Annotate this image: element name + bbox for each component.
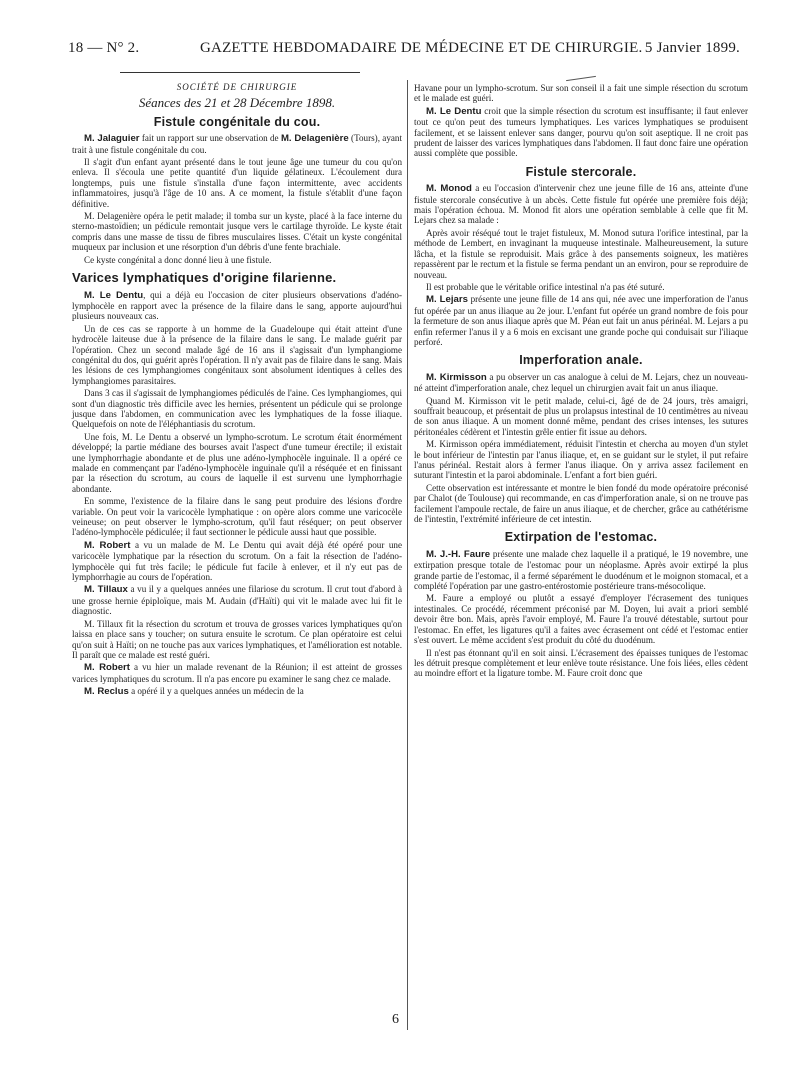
- section-title-extirpation: Extirpation de l'estomac.: [504, 530, 658, 545]
- column-divider: [407, 80, 408, 1030]
- speaker-name: M. Jalaguier: [84, 133, 140, 145]
- speaker-name: M. J.-H. Faure: [426, 548, 491, 560]
- speaker-name: M. Le Dentu: [84, 289, 144, 301]
- paragraph: Havane pour un lympho-scrotum. Sur son conseil il a fait une simple résection du scrotum et le malade est guéri.: [414, 83, 748, 104]
- section-title-fistule-stercorale: Fistule stercorale.: [525, 164, 637, 179]
- paragraph: Il s'agit d'un enfant ayant présenté dans le tout jeune âge une tumeur du cou qu'on enleva. Il s'écoula une petite quantité d'un liquide gélatineux. L'écoulement dura longtemps, puis une fistule s'installa d'une façon intermittente, avec accidents inflammatoires, jusqu'à l'âge de 10 ans. A ce moment, la fistule s'établit d'une façon définitive.: [72, 157, 402, 209]
- speaker-name: M. Robert: [84, 662, 130, 674]
- running-header: [68, 40, 740, 62]
- right-column: [414, 78, 748, 681]
- speaker-name: M. Delagenière: [280, 133, 349, 145]
- paragraph: Quand M. Kirmisson vit le petit malade, celui-ci, âgé de de 24 jours, très amaigri, souffrait beaucoup, et présentait de plus un prolapsus intestinal de 10 centimètres au niveau de son anus iliaque. A un moment donné même, pendant des crises intenses, les sutures péritonéales cédèrent et l'intestin grêle entier fit issue au dehors.: [414, 395, 748, 437]
- speaker-name: M. Lejars: [426, 294, 468, 306]
- paragraph: Il n'est pas étonnant qu'il en soit ainsi. L'écrasement des épaisses tuniques de l'estomac les détruit presque complètement et leur enlève toute résistance. Une fois liées, elles cèdent au moindre effort et la ligature tombe. M. Faure croit donc que: [414, 647, 748, 679]
- paragraph: M. Le Dentu, qui a déjà eu l'occasion de citer plusieurs observations d'adéno-lymphocèle en rapport avec la présence de la filaire dans le sang, apporte aujourd'hui plusieurs nouveaux cas.: [72, 289, 402, 322]
- paragraph: Après avoir réséqué tout le trajet fistuleux, M. Monod sutura l'orifice intestinal, par la méthode de Lembert, en invaginant la muqueuse intestinale. Malheureusement, la suture lâcha, et la fistule se reproduisit. Mais grâce à des pansements soigneux, les matières repassèrent par le rectum et la fistule se ferma pendant un an environ, pour se reproduire de nouveau.: [414, 227, 748, 280]
- paragraph: M. Le Dentu croit que la simple résection du scrotum est insuffisante; il faut enlever tout ce qu'on peut des tumeurs lymphatiques. Les varices lymphatiques se produisent facilement, et se laissent enlever sans danger, pourvu qu'on soit aseptique. Il ne croit pas prudent de laisser des varices lymphatiques dans l'abdomen. Il faut donc faire une opération aussi complète que possible.: [414, 105, 748, 159]
- issue-date: 5 Janvier 1899.: [644, 40, 740, 56]
- speaker-name: M. Reclus: [84, 686, 129, 698]
- paragraph: M. Jalaguier fait un rapport sur une observation de M. Delagenière (Tours), ayant trait à une fistule congénitale du cou.: [72, 133, 402, 155]
- paragraph: M. Tillaux a vu il y a quelques années une filariose du scrotum. Il crut tout d'abord à une grosse hernie épiploïque, mais M. Audain (d'Haïti) qui vit le malade avec lui fit le diagnostic.: [72, 584, 402, 617]
- speaker-name: M. Monod: [426, 183, 472, 195]
- header-rule: [120, 72, 360, 73]
- paragraph: En somme, l'existence de la filaire dans le sang peut produire des lésions d'ordre variable. On peut voir la varicocèle lymphatique : on opère alors comme une varicocèle veineuse; on peut observer le lympho-scrotum, qu'il faut réséquer; on peut observer l'adéno-lymphocèle pédiculée; il faut sectionner le pédicule aussi haut que possible.: [72, 496, 402, 538]
- paragraph: Il est probable que le véritable orifice intestinal n'a pas été suturé.: [426, 281, 665, 292]
- paragraph: Cette observation est intéressante et montre le bien fondé du mode opératoire préconisé par Chalot (de Toulouse) qui recommande, en cas d'imperforation anale, si on ne trouve pas facilement l'ampoule rectale, de faire un anus iliaque, et de chercher, grâce au cathétérisme de l'intestin, l'extrémité inférieure de cet intestin.: [414, 482, 748, 525]
- paragraph: M. Kirmisson a pu observer un cas analogue à celui de M. Lejars, chez un nouveau-né atteint d'imperforation anale, chez lequel un chirurgien avait fait un anus iliaque.: [414, 371, 748, 394]
- speaker-name: M. Tillaux: [84, 584, 128, 596]
- sessions-subheading: Séances des 21 et 28 Décembre 1898.: [138, 95, 336, 111]
- speaker-name: M. Kirmisson: [426, 371, 487, 383]
- folio-number: 6: [392, 1012, 399, 1027]
- paragraph: M. Tillaux fit la résection du scrotum et trouva de grosses varices lymphatiques qu'on laissa en place sans y toucher; on sutura ensuite le scrotum. Ce plan opératoire est celui qu'on suit à Haïti; on ne touche pas aux varices lymphatiques, et l'amélioration est notable. Il paraît que ce malade est resté guéri.: [72, 618, 402, 660]
- paragraph: Une fois, M. Le Dentu a observé un lympho-scrotum. Le scrotum était énormément développé; la partie médiane des bourses avait l'aspect d'une tumeur érectile; il existait une lymphorrhagie abondante et de plus une adéno-lymphocèle inguinale. Il a opéré ce malade en commençant par l'adéno-lymphocèle inguinale qu'il a réséquée et en finissant par la résection du scrotum, au cours de laquelle il est survenu une lymphorrhagie abondante.: [72, 431, 402, 494]
- paragraph: M. Robert a vu hier un malade revenant de la Réunion; il est atteint de grosses varices lymphatiques du scrotum. Il n'a pas encore pu examiner le sang chez ce malade.: [72, 662, 402, 684]
- society-heading: SOCIÉTÉ DE CHIRURGIE: [176, 82, 298, 92]
- paragraph: M. Faure a employé ou plutôt a essayé d'employer l'écrasement des tuniques intestinales. Ce procédé, récemment préconisé par M. Doyen, lui avait a priori semblé devoir être bon. Mais, après l'avoir employé, M. Faure l'a trouvé détestable, surtout pour l'estomac. En effet, les ligatures qu'il a faites avec écrasement ont cédé et l'estomac entier s'est ouvert. Le même accident s'est produit du côté du duodénum.: [414, 593, 748, 646]
- paragraph: M. Monod a eu l'occasion d'intervenir chez une jeune fille de 16 ans, atteinte d'une fistule stercorale consécutive à un abcès. Cette fistule fut opérée une première fois déjà; mais l'opération échoua. M. Monod fit alors une opération semblable à celle que fit M. Lejars chez sa malade :: [414, 183, 748, 226]
- paragraph: M. Delagenière opéra le petit malade; il tomba sur un kyste, placé à la face interne du sterno-mastoïdien; un pédicule remontait jusque vers le cartilage thyroïde. Le kyste était compris dans une masse de tissu de fibres musculaires lisses. C'était un kyste congénital muqueux par inclusion et une résorption d'un débris d'une fente brachiale.: [72, 211, 402, 253]
- paragraph: M. Robert a vu un malade de M. Le Dentu qui avait déjà été opéré pour une varicocèle lymphatique par la résection du scrotum. On a fait la résection de l'adéno-lymphocèle qui fut très facile; le pédicule fut facile à enlever, et il n'y eut pas de lymphorrhagie au cours de l'opération.: [72, 539, 402, 583]
- section-title-imperforation: Imperforation anale.: [519, 353, 643, 368]
- page-number: 18 — N° 2.: [68, 40, 140, 56]
- speaker-name: M. Robert: [84, 539, 131, 551]
- paragraph: M. J.-H. Faure présente une malade chez laquelle il a pratiqué, le 19 novembre, une extirpation presque totale de l'estomac pour un néoplasme. Après avoir extirpé la plus grande partie de l'estomac, il a fermé séparément le duodénum et le moignon stomacal, et a complété l'opération par une gastro-entérostomie postérieure trans-mésocolique.: [414, 548, 748, 592]
- decorative-rule: [566, 76, 596, 81]
- section-title-fistule-cou: Fistule congénitale du cou.: [153, 114, 321, 129]
- paragraph: Dans 3 cas il s'agissait de lymphangiomes pédiculés de l'aine. Ces lymphangiomes, qui sont d'un diagnostic très difficile avec les hernies, présentent un pédicule qui se prolonge jusque dans l'abdomen, en communication avec les lymphatiques de la fosse iliaque. Quelquefois on note de l'éléphantiasis du scrotum.: [72, 388, 402, 430]
- section-title-varices: Varices lymphatiques d'origine filarienne.: [72, 270, 337, 286]
- journal-title: GAZETTE HEBDOMADAIRE DE MÉDECINE ET DE CHIRURGIE.: [200, 40, 643, 56]
- paragraph: M. Lejars présente une jeune fille de 14 ans qui, née avec une imperforation de l'anus fut opérée par un anus iliaque au 2e jour. L'enfant fut opérée un grand nombre de fois pour la fermeture de son anus iliaque après que M. Péan eut fait un anus périnéal. M. Lejars a pu enfin refermer l'anus il y a 6 mois en excisant une grande poche qui conduisait sur l'iliaque perforé.: [414, 294, 749, 347]
- speaker-name: M. Le Dentu: [426, 105, 482, 117]
- left-column: [72, 78, 402, 700]
- paragraph: Un de ces cas se rapporte à un homme de la Guadeloupe qui était atteint d'une hydrocèle laiteuse due à la présence de la filaire dans le sang. Le malade guérit par l'opération. Chez un second malade âgé de 16 ans il s'agissait d'un lymphangiome congénital du dos, qui guérit après l'opération. Il n'y avait pas de filaire dans le sang. Mais les lésions de ces lymphangiomes congénitaux sont absolument identiques à celles des lymphangiomes parasitaires.: [72, 323, 402, 386]
- paragraph: Ce kyste congénital a donc donné lieu à une fistule.: [84, 254, 272, 265]
- paragraph: M. Reclus a opéré il y a quelques années un médecin de la: [84, 686, 304, 698]
- paragraph: M. Kirmisson opéra immédiatement, réduisit l'intestin et chercha au moyen d'un stylet le bout inférieur de l'intestin par l'anus iliaque, et, en se guidant sur le stylet, il put refaire l'anus périnéal. Restait alors à fermer l'anus iliaque. On y arriva assez facilement en suturant l'intestin et la paroi abdominale. L'enfant a fort bien guéri.: [414, 439, 748, 481]
